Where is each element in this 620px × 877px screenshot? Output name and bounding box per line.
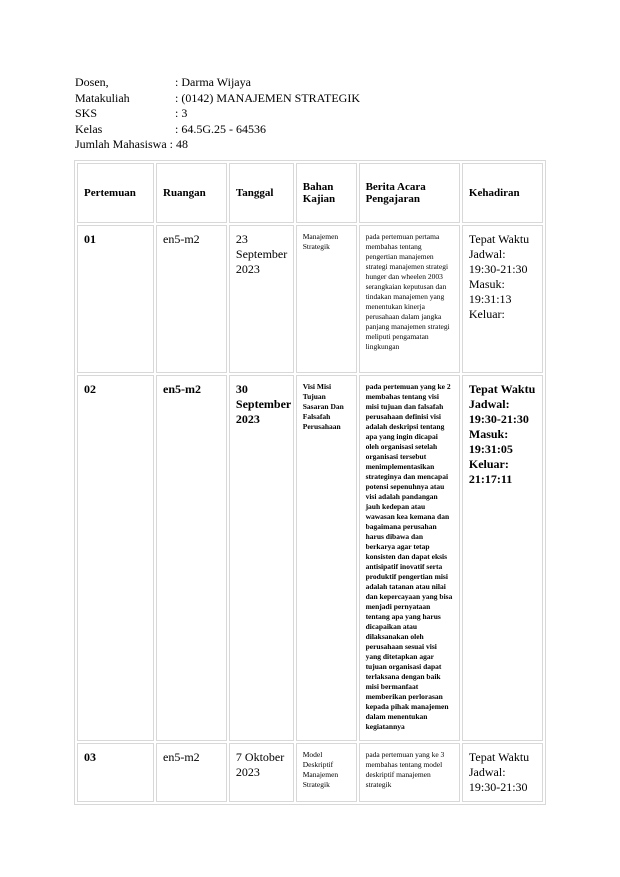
masuk-text: Masuk: 19:31:05 <box>468 427 513 456</box>
status-text: Tepat Waktu <box>468 232 530 246</box>
sks-value: : 3 <box>175 106 188 120</box>
tanggal-cell: 30 September 2023 <box>229 375 294 741</box>
table-row <box>77 225 543 373</box>
table-row <box>77 743 543 802</box>
pertemuan-cell: 03 <box>77 743 154 802</box>
info-jumlah-mahasiswa <box>75 137 360 153</box>
tanggal-cell: 7 Oktober 2023 <box>229 743 294 802</box>
col-ruangan: Ruangan <box>156 163 227 223</box>
berita-cell: pada pertemuan pertama membahas tentang pengertian manajemen strategi manajemen strategi hunger dan wheelen 2003 serangkaian keputusan dan tindakan manajemen yang menentukan kinerja perusahaan dalam jangka panjang manajemen strategi meliputi pengamatan lingkungan <box>359 225 460 373</box>
tanggal-cell: 23 September 2023 <box>229 225 294 373</box>
dosen-value: : Darma Wijaya <box>175 75 251 89</box>
jadwal-text: Jadwal: 19:30-21:30 <box>468 397 529 426</box>
col-kehadiran: Kehadiran <box>462 163 543 223</box>
jumlah-label: Jumlah Mahasiswa <box>75 137 167 151</box>
col-tanggal: Tanggal <box>229 163 294 223</box>
matakuliah-label: Matakuliah <box>75 90 130 105</box>
attendance-table-wrapper <box>74 160 546 805</box>
berita-cell: pada pertemuan yang ke 3 membahas tentang model deskriptif manajemen strategik <box>359 743 460 802</box>
masuk-text: Masuk: 19:31:13 <box>468 277 512 306</box>
ruangan-cell: en5-m2 <box>156 375 227 741</box>
kehadiran-cell <box>462 375 543 741</box>
col-pertemuan: Pertemuan <box>77 163 154 223</box>
ruangan-cell: en5-m2 <box>156 225 227 373</box>
lecturer-info <box>75 75 360 153</box>
col-berita-acara: Berita Acara Pengajaran <box>359 163 460 223</box>
keluar-text: Keluar: <box>468 307 505 321</box>
bahan-cell: Manajemen Strategik <box>296 225 357 373</box>
bahan-cell: Model Deskriptif Manajemen Strategik <box>296 743 357 802</box>
info-dosen <box>75 75 360 91</box>
jadwal-text: Jadwal: 19:30-21:30 <box>468 247 528 276</box>
dosen-label: Dosen, <box>75 75 109 89</box>
bahan-cell: Visi Misi Tujuan Sasaran Dan Falsafah Perusahaan <box>296 375 357 741</box>
keluar-text: Keluar: 21:17:11 <box>468 457 513 486</box>
jadwal-text: Jadwal: 19:30-21:30 <box>468 765 528 794</box>
ruangan-cell: en5-m2 <box>156 743 227 802</box>
info-matakuliah <box>75 91 360 107</box>
attendance-table <box>74 160 546 805</box>
sks-label: SKS <box>75 106 98 120</box>
kelas-label: Kelas <box>75 121 103 136</box>
info-sks <box>75 106 360 122</box>
kehadiran-cell <box>462 743 543 802</box>
kehadiran-cell <box>462 225 543 373</box>
col-bahan-kajian: Bahan Kajian <box>296 163 357 223</box>
pertemuan-cell: 02 <box>77 375 154 741</box>
kelas-value: : 64.5G.25 - 64536 <box>175 121 266 136</box>
status-text: Tepat Waktu <box>468 750 530 764</box>
matakuliah-value: : (0142) MANAJEMEN STRATEGIK <box>175 90 360 105</box>
jumlah-value: : 48 <box>169 137 188 151</box>
status-text: Tepat Waktu <box>468 382 536 396</box>
table-header-row <box>77 163 543 223</box>
pertemuan-cell: 01 <box>77 225 154 373</box>
berita-cell: pada pertemuan yang ke 2 membahas tentang visi misi tujuan dan falsafah perusahaan definisi visi adalah deskripsi tentang apa yang ingin dicapai oleh organisasi setelah organisasi tersebut menimplementasikan strateginya dan mencapai potensi sepenuhnya atau visi adalah pandangan jauh kedepan atau wawasan kea kemana dan bagaimana perusahan harus dibawa dan berkarya agar tetap konsisten dan dapat eksis antisipatif inovatif serta produktif pengertian misi adalah tatanan atau nilai dan kepercayaan yang bisa menjadi pernyataan tentang apa yang harus dicapaikan atau dilaksanakan oleh perusahaan sesuai visi yang ditetapkan agar tujuan organisasi dapat terlaksana dengan baik misi bermanfaat memberikan perlorasan kepada pihak manajemen dalam menentukan kegiatannya <box>359 375 460 741</box>
info-kelas <box>75 122 360 138</box>
table-row <box>77 375 543 741</box>
